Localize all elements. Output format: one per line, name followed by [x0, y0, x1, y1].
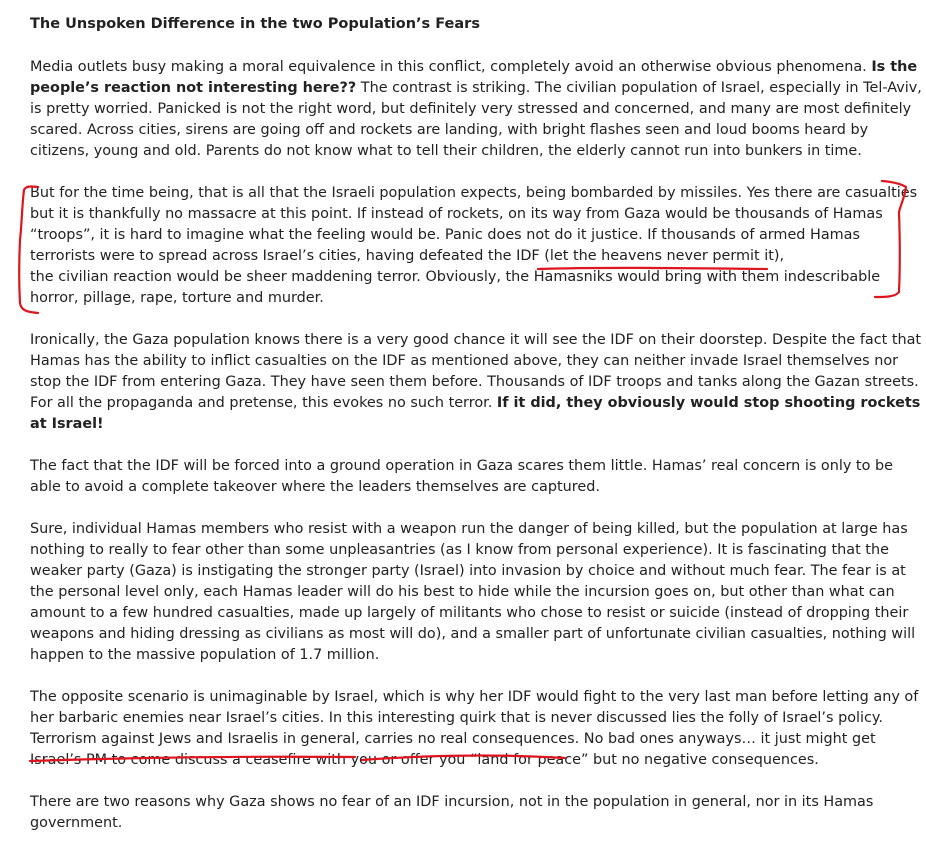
- paragraph-2: [30, 183, 918, 309]
- paragraph-line: The fact that the IDF will be forced into a ground operation in Gaza scares them little. Hamas’ real concern is only to be: [30, 458, 893, 474]
- paragraph-line: scared. Across cities, sirens are going off and rockets are landing, with bright flashes seen and loud booms heard by: [30, 122, 869, 138]
- paragraph-6: [30, 687, 919, 771]
- text-run: The contrast is striking. The civilian population of Israel, especially in Tel-Aviv,: [356, 80, 922, 96]
- paragraph-line: But for the time being, that is all that the Israeli population expects, being bombarded by missiles. Yes there are casualties: [30, 185, 918, 201]
- paragraph-line: but it is thankfully no massacre at this point. If instead of rockets, on its way from Gaza would be thousands of Hamas: [30, 206, 883, 222]
- paragraph-line: Ironically, the Gaza population knows there is a very good chance it will see the IDF on their doorstep. Despite the fact that: [30, 332, 922, 348]
- paragraph-3: [30, 330, 922, 435]
- paragraph-line: weaker party (Gaza) is instigating the stronger party (Israel) into invasion by choice and without much fear. The fear is at: [30, 563, 906, 579]
- paragraph-line: “troops”, it is hard to imagine what the feeling would be. Panic does not do it justice. If thousands of armed Hamas: [30, 227, 860, 243]
- paragraph-5: [30, 519, 916, 666]
- paragraph-line: [30, 78, 922, 99]
- bold-text-run: Is the: [871, 59, 918, 75]
- paragraph-7: [30, 792, 906, 834]
- text-run: Media outlets busy making a moral equivalence in this conflict, completely avoid an otherwise obvious phenomena.: [30, 59, 872, 75]
- paragraph-line: nothing to really to fear other than some unpleasantries (as I know from personal experience). It is fascinating that the: [30, 542, 889, 558]
- paragraph-line: able to avoid a complete takeover where the leaders themselves are captured.: [30, 479, 600, 495]
- paragraph-line: Israel’s PM to come discuss a ceasefire with you or offer you “land for peace” but no negative consequences.: [30, 752, 819, 768]
- paragraph-line: There are two reasons why Gaza shows no fear of an IDF incursion, not in the population in general, nor in its Hamas: [30, 794, 874, 810]
- bold-text-run: If it did, they obviously would stop shooting rockets: [496, 395, 921, 411]
- paragraph-line: is pretty worried. Panicked is not the right word, but definitely very stressed and concerned, and many are most definitely: [30, 101, 912, 117]
- text-run: For all the propaganda and pretense, this evokes no such terror.: [30, 395, 497, 411]
- paragraph-line: terrorists were to spread across Israel’s cities, having defeated the IDF (let the heavens never permit it),: [30, 248, 785, 264]
- paragraph-line: weapons and hiding dressing as civilians as most will do), and a smaller part of unfortunate civilian casualties, nothing will: [30, 626, 916, 642]
- paragraph-1: [30, 57, 922, 162]
- bold-text-run: at Israel!: [30, 416, 104, 432]
- paragraph-line: citizens, young and old. Parents do not know what to tell their children, the elderly cannot run into bunkers in time.: [30, 143, 862, 159]
- paragraph-line: [30, 414, 906, 435]
- paragraph-line: her barbaric enemies near Israel’s cities. In this interesting quirk that is never discussed lies the folly of Israel’s policy.: [30, 710, 883, 726]
- paragraph-line: horror, pillage, rape, torture and murder.: [30, 290, 324, 306]
- paragraph-line: the civilian reaction would be sheer maddening terror. Obviously, the Hamasniks would bring with them indescribable: [30, 269, 881, 285]
- paragraph-line: happen to the massive population of 1.7 million.: [30, 647, 380, 663]
- paragraph-line: the personal level only, each Hamas leader will do his best to hide while the incursion goes on, but other than what can: [30, 584, 895, 600]
- paragraph-4: [30, 456, 906, 498]
- paragraph-line: amount to a few hundred casualties, made up largely of militants who chose to resist or suicide (instead of dropping their: [30, 605, 909, 621]
- bold-text-run: people’s reaction not interesting here??: [30, 80, 357, 96]
- paragraph-line: The opposite scenario is unimaginable by Israel, which is why her IDF would fight to the very last man before letting any of: [30, 689, 919, 705]
- paragraph-line: stop the IDF from entering Gaza. They have seen them before. Thousands of IDF troops and tanks along the Gazan streets.: [30, 374, 919, 390]
- paragraph-line: government.: [30, 815, 123, 831]
- paragraph-line: [30, 57, 918, 78]
- paragraph-line: [30, 393, 921, 414]
- paragraph-line: Terrorism against Jews and Israelis in general, carries no real consequences. No bad ones anyways… it just might get: [30, 731, 876, 747]
- article-body: [30, 14, 922, 834]
- paragraph-line: Hamas has the ability to inflict casualties on the IDF as mentioned above, they can neither invade Israel themselves nor: [30, 353, 899, 369]
- article-title: The Unspoken Difference in the two Population’s Fears: [30, 16, 480, 32]
- paragraph-line: Sure, individual Hamas members who resist with a weapon run the danger of being killed, but the population at large has: [30, 521, 908, 537]
